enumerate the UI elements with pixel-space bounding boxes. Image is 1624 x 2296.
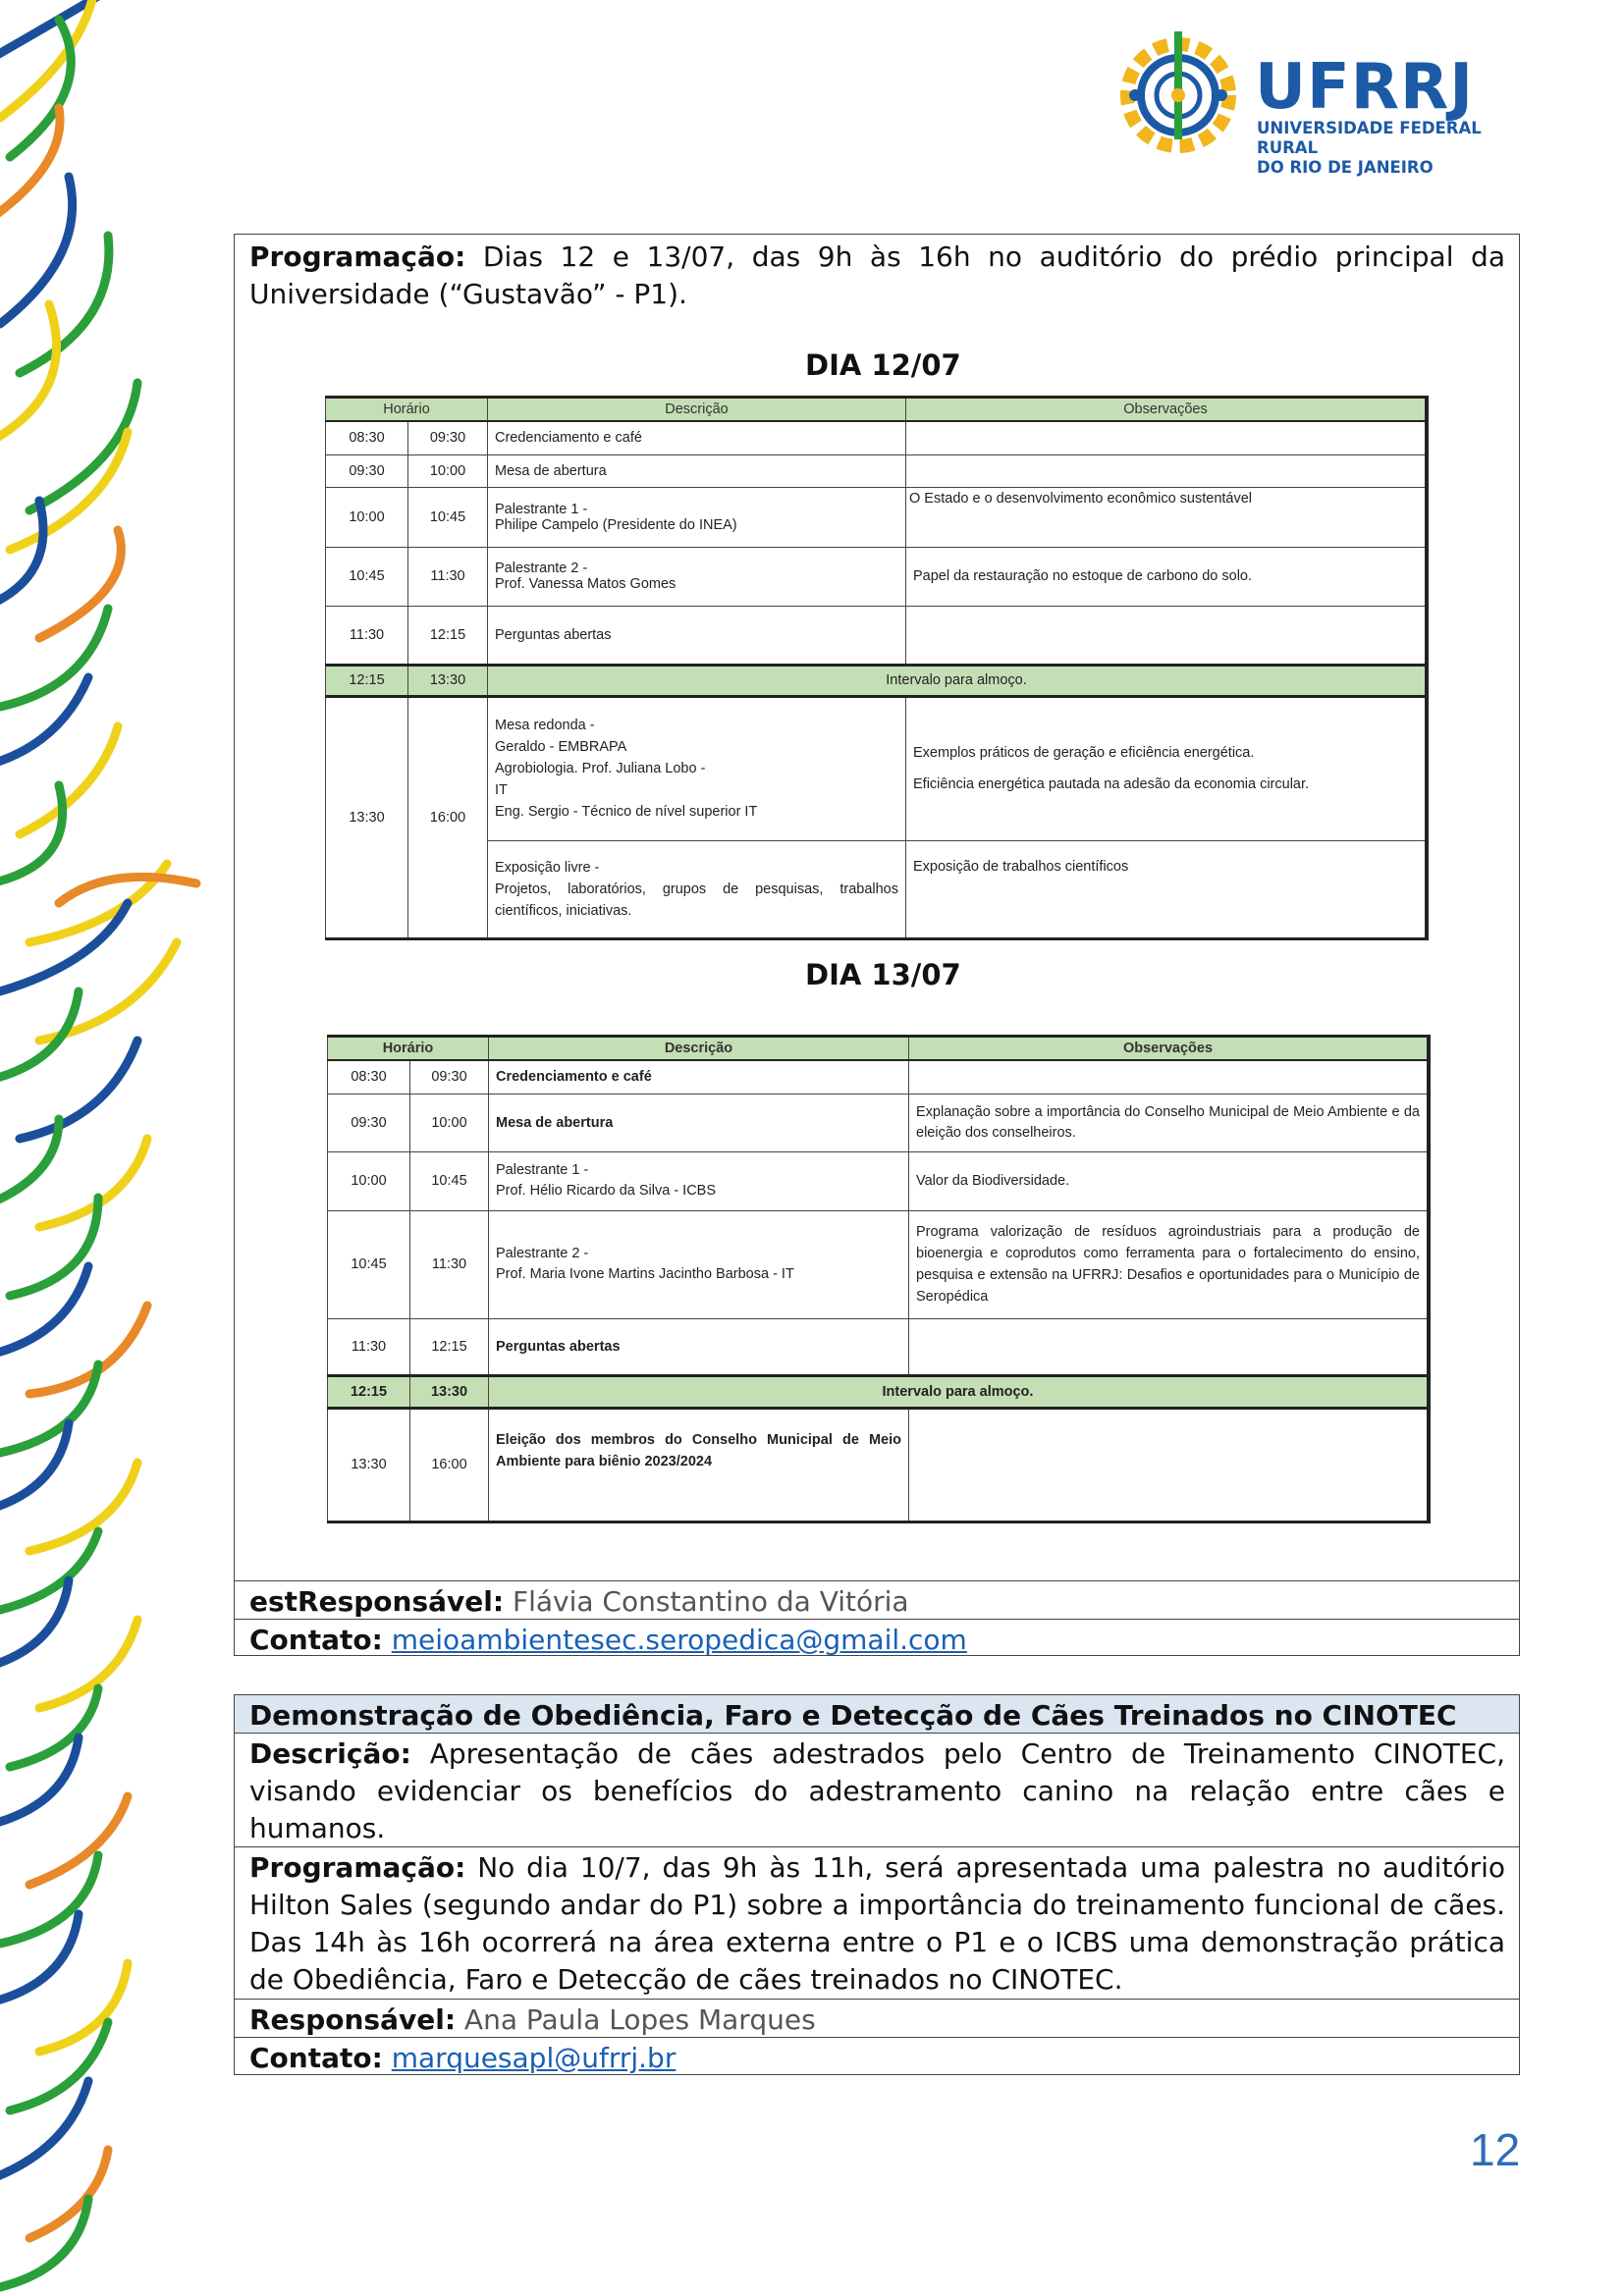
row-desc [489, 1210, 909, 1318]
event2-title: Demonstração de Obediência, Faro e Detecção de Cães Treinados no CINOTEC [249, 1699, 1457, 1732]
row-desc: Credenciamento e café [488, 421, 906, 454]
day1-break-row [326, 665, 1428, 696]
event1-resp-label: estResponsável: [249, 1585, 505, 1618]
row-obs: Programa valorização de resíduos agroindustriais para a produção de bioenergia e coprodutos como ferramenta para o fortalecimento do ensino, pesquisa e extensão na UFRRJ: Desafios e oportunidades para o Município de Seropédica [909, 1210, 1430, 1318]
row-end: 16:00 [410, 1408, 489, 1522]
row-desc: Mesa redonda - Geraldo - EMBRAPA Agrobiologia. Prof. Juliana Lobo - IT Eng. Sergio - Técnico de nível superior IT [488, 696, 906, 840]
logo-subtitle-line1: UNIVERSIDADE FEDERAL RURAL [1257, 119, 1482, 157]
day2-header-time: Horário [328, 1037, 489, 1061]
ufrrj-logo [1110, 22, 1522, 177]
day1-header-row [326, 398, 1428, 422]
row-end: 16:00 [408, 696, 488, 938]
page-number: 12 [1470, 2124, 1521, 2175]
day2-title: DIA 13/07 [805, 958, 961, 991]
row-start: 08:30 [326, 421, 408, 454]
row-end: 10:00 [408, 454, 488, 487]
table-row [328, 1318, 1430, 1375]
table-row [328, 1094, 1430, 1151]
row-obs: Valor da Biodiversidade. [909, 1151, 1430, 1210]
break-start: 12:15 [326, 665, 408, 696]
row-obs: Explanação sobre a importância do Conselho Municipal de Meio Ambiente e da eleição dos conselheiros. [909, 1094, 1430, 1151]
row-desc-text: Palestrante 1 - Prof. Hélio Ricardo da Silva - ICBS [496, 1162, 717, 1199]
row-start: 11:30 [328, 1318, 410, 1375]
row-desc-text: Palestrante 2 - Prof. Maria Ivone Martins Jacintho Barbosa - IT [496, 1246, 794, 1282]
row-obs [909, 1060, 1430, 1094]
day1-header-desc: Descrição [488, 398, 906, 422]
event1-contact-row [235, 1619, 1519, 1656]
table-row [326, 696, 1428, 840]
day1-schedule-table [325, 396, 1429, 940]
row-obs [906, 421, 1428, 454]
row-end: 12:15 [408, 606, 488, 665]
row-desc: Perguntas abertas [488, 606, 906, 665]
row-end: 10:45 [408, 487, 488, 547]
row-start: 11:30 [326, 606, 408, 665]
event2-title-row [235, 1695, 1519, 1733]
row-obs: O Estado e o desenvolvimento econômico sustentável [906, 487, 1428, 547]
event1-prog-label: Programação: [249, 240, 466, 273]
row-start: 09:30 [326, 454, 408, 487]
event2-resp-name: Ana Paula Lopes Marques [456, 2003, 816, 2036]
row-start: 09:30 [328, 1094, 410, 1151]
row-desc: Perguntas abertas [489, 1318, 909, 1375]
row-start: 10:45 [328, 1210, 410, 1318]
event2-contact-row [235, 2037, 1519, 2074]
day2-header-obs: Observações [909, 1037, 1430, 1061]
logo-subtitle-line2: DO RIO DE JANEIRO [1257, 158, 1434, 177]
row-start: 13:30 [326, 696, 408, 938]
break-end: 13:30 [410, 1375, 489, 1408]
row-obs [909, 1408, 1430, 1522]
event1-contact-label: Contato: [249, 1624, 383, 1656]
table-row [326, 606, 1428, 665]
row-obs [906, 454, 1428, 487]
row-desc: Eleição dos membros do Conselho Municipal de Meio Ambiente para biênio 2023/2024 [489, 1408, 909, 1522]
table-row [326, 487, 1428, 547]
event2-contact-email-link[interactable]: marquesapl@ufrrj.br [391, 2042, 677, 2074]
row-start: 10:45 [326, 547, 408, 606]
decorative-leaf-border [0, 0, 211, 2296]
ufrrj-emblem-icon [1110, 22, 1247, 159]
event2-desc-label: Descrição: [249, 1737, 411, 1770]
row-end: 11:30 [410, 1210, 489, 1318]
event1-resp-name: Flávia Constantino da Vitória [504, 1585, 909, 1618]
table-row [326, 454, 1428, 487]
event2-resp-label: Responsável: [249, 2003, 457, 2036]
row-obs: Exemplos práticos de geração e eficiência energética. Eficiência energética pautada na adesão da economia circular. [906, 696, 1428, 840]
table-row [326, 547, 1428, 606]
logo-subtitle [1257, 119, 1522, 178]
row-desc: Palestrante 1 - Philipe Campelo (Presidente do INEA) [488, 487, 906, 547]
row-end: 09:30 [410, 1060, 489, 1094]
event1-resp-row [235, 1580, 1519, 1620]
table-row [328, 1408, 1430, 1522]
row-end: 09:30 [408, 421, 488, 454]
event2-prog-row [235, 1846, 1519, 1999]
event2-prog-text: No dia 10/7, das 9h às 11h, será apresentada uma palestra no auditório Hilton Sales (segundo andar do P1) sobre a importância do treinamento funcional de cães. Das 14h às 16h ocorrerá na área externa entre o P1 e o ICBS uma demonstração prática de Obediência, Faro e Detecção de cães treinados no CINOTEC. [249, 1851, 1505, 1996]
row-start: 13:30 [328, 1408, 410, 1522]
break-end: 13:30 [408, 665, 488, 696]
day1-title: DIA 12/07 [805, 348, 961, 382]
row-start: 10:00 [326, 487, 408, 547]
row-desc: Mesa de abertura [488, 454, 906, 487]
day1-header-time: Horário [326, 398, 488, 422]
event2-contact-label: Contato: [249, 2042, 383, 2074]
event2-prog-label: Programação: [249, 1851, 466, 1884]
day1-header-obs: Observações [906, 398, 1428, 422]
logo-wordmark: UFRRJ [1255, 51, 1475, 124]
event1-prog-text: Dias 12 e 13/07, das 9h às 16h no auditório do prédio principal da Universidade (“Gustavão” - P1). [249, 240, 1505, 310]
row-end: 10:45 [410, 1151, 489, 1210]
row-obs: Exposição de trabalhos científicos [906, 840, 1428, 938]
row-desc [489, 1151, 909, 1210]
break-text: Intervalo para almoço. [488, 665, 1428, 696]
day2-break-row [328, 1375, 1430, 1408]
row-desc: Palestrante 2 - Prof. Vanessa Matos Gomes [488, 547, 906, 606]
row-obs [906, 606, 1428, 665]
row-desc: Exposição livre - Projetos, laboratórios, grupos de pesquisas, trabalhos científicos, iniciativas. [488, 840, 906, 938]
table-row [328, 1060, 1430, 1094]
break-text: Intervalo para almoço. [489, 1375, 1430, 1408]
event1-programacao [235, 235, 1519, 313]
day2-header-desc: Descrição [489, 1037, 909, 1061]
day2-header-row [328, 1037, 1430, 1061]
event2-desc-row [235, 1733, 1519, 1846]
row-end: 12:15 [410, 1318, 489, 1375]
table-row [328, 1151, 1430, 1210]
row-start: 08:30 [328, 1060, 410, 1094]
event2-desc-text: Apresentação de cães adestrados pelo Centro de Treinamento CINOTEC, visando evidenciar os benefícios do adestramento canino na relação entre cães e humanos. [249, 1737, 1505, 1844]
event1-contact-email-link[interactable]: meioambientesec.seropedica@gmail.com [391, 1624, 967, 1656]
row-end: 10:00 [410, 1094, 489, 1151]
row-end: 11:30 [408, 547, 488, 606]
row-obs: Papel da restauração no estoque de carbono do solo. [906, 547, 1428, 606]
row-desc: Mesa de abertura [489, 1094, 909, 1151]
row-obs [909, 1318, 1430, 1375]
day2-schedule-table [327, 1035, 1431, 1523]
row-start: 10:00 [328, 1151, 410, 1210]
table-row [328, 1210, 1430, 1318]
row-desc: Credenciamento e café [489, 1060, 909, 1094]
event2-box [234, 1694, 1520, 2075]
break-start: 12:15 [328, 1375, 410, 1408]
event2-resp-row [235, 1999, 1519, 2037]
table-row [326, 421, 1428, 454]
table-row [326, 840, 1428, 938]
